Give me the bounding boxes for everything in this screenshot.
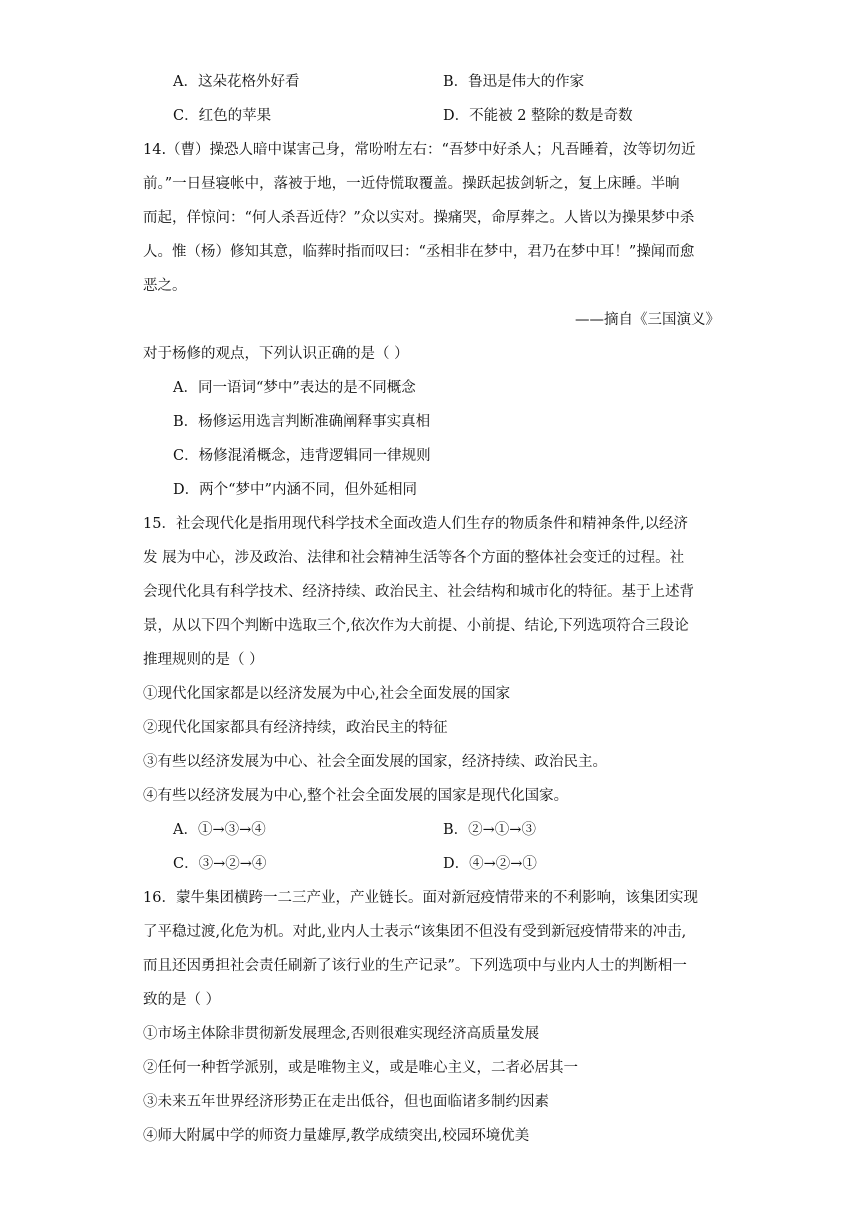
q14-question: 对于杨修的观点，下列认识正确的是（ ） (143, 346, 409, 362)
q15-stem-line: 景，从以下四个判断中选取三个,依次作为大前提、小前提、结论,下列选项符合三段论 (143, 618, 689, 634)
q14-stem-line: 恶之。 (143, 278, 187, 294)
q15-option-d: D．④→②→① (443, 856, 537, 872)
q13-option-c: C．红色的苹果 (173, 108, 272, 124)
q15-item-1: ①现代化国家都是以经济发展为中心,社会全面发展的国家 (143, 686, 511, 702)
q14-option-d: D．两个“梦中”内涵不同，但外延相同 (173, 482, 417, 498)
q15-item-3: ③有些以经济发展为中心、社会全面发展的国家，经济持续、政治民主。 (143, 754, 607, 770)
q16-stem-line: 了平稳过渡,化危为机。对此,业内人士表示“该集团不但没有受到新冠疫情带来的冲击, (143, 924, 687, 940)
q14-source: ——摘自《三国演义》 (575, 312, 720, 328)
q14-stem-line: 前。”一日昼寝帐中，落被于地，一近侍慌取覆盖。操跃起拔剑斩之，复上床睡。半晌 (143, 176, 680, 192)
q16-stem-line: 而且还因勇担社会责任刷新了该行业的生产记录”。下列选项中与业内人士的判断相一 (143, 958, 687, 974)
q15-stem-line: 15．社会现代化是指用现代科学技术全面改造人们生存的物质条件和精神条件,以经济 (143, 516, 689, 532)
q16-item-1: ①市场主体除非贯彻新发展理念,否则很难实现经济高质量发展 (143, 1026, 540, 1042)
q15-option-c: C．③→②→④ (173, 856, 267, 872)
q16-item-2: ②任何一种哲学派别，或是唯物主义，或是唯心主义，二者必居其一 (143, 1060, 578, 1076)
q14-option-b: B．杨修运用选言判断准确阐释事实真相 (173, 414, 431, 430)
q13-option-a: A．这朵花格外好看 (173, 74, 300, 90)
q15-item-4: ④有些以经济发展为中心,整个社会全面发展的国家是现代化国家。 (143, 788, 569, 804)
q14-stem-line: 14.（曹）操恐人暗中谋害己身，常吩咐左右：“吾梦中好杀人；凡吾睡着，汝等切勿近 (143, 142, 696, 158)
q14-stem-line: 而起，佯惊问：“何人杀吾近侍？”众以实对。操痛哭，命厚葬之。人皆以为操果梦中杀 (143, 210, 695, 226)
q16-item-4: ④师大附属中学的师资力量雄厚,教学成绩突出,校园环境优美 (143, 1128, 530, 1144)
q15-stem-line: 发 展为中心，涉及政治、法律和社会精神生活等各个方面的整体社会变迁的过程。社 (143, 550, 685, 566)
q16-item-3: ③未来五年世界经济形势正在走出低谷，但也面临诸多制约因素 (143, 1094, 549, 1110)
q14-stem-line: 人。惟（杨）修知其意，临葬时指而叹曰：“丞相非在梦中，君乃在梦中耳！”操闻而愈 (143, 244, 695, 260)
q15-option-a: A．①→③→④ (173, 822, 266, 838)
q14-option-c: C．杨修混淆概念，违背逻辑同一律规则 (173, 448, 431, 464)
q13-option-d: D．不能被 2 整除的数是奇数 (443, 108, 633, 124)
q15-option-b: B．②→①→③ (443, 822, 536, 838)
q15-stem-line: 会现代化具有科学技术、经济持续、政治民主、社会结构和城市化的特征。基于上述背 (143, 584, 694, 600)
q14-option-a: A．同一语词“梦中”表达的是不同概念 (173, 380, 416, 396)
q15-item-2: ②现代化国家都具有经济持续，政治民主的特征 (143, 720, 448, 736)
q15-stem-line: 推理规则的是（ ） (143, 652, 264, 668)
q16-stem-line: 致的是（ ） (143, 992, 221, 1008)
q16-stem-line: 16．蒙牛集团横跨一二三产业，产业链长。面对新冠疫情带来的不利影响，该集团实现 (143, 890, 698, 906)
q13-option-b: B．鲁迅是伟大的作家 (443, 74, 585, 90)
